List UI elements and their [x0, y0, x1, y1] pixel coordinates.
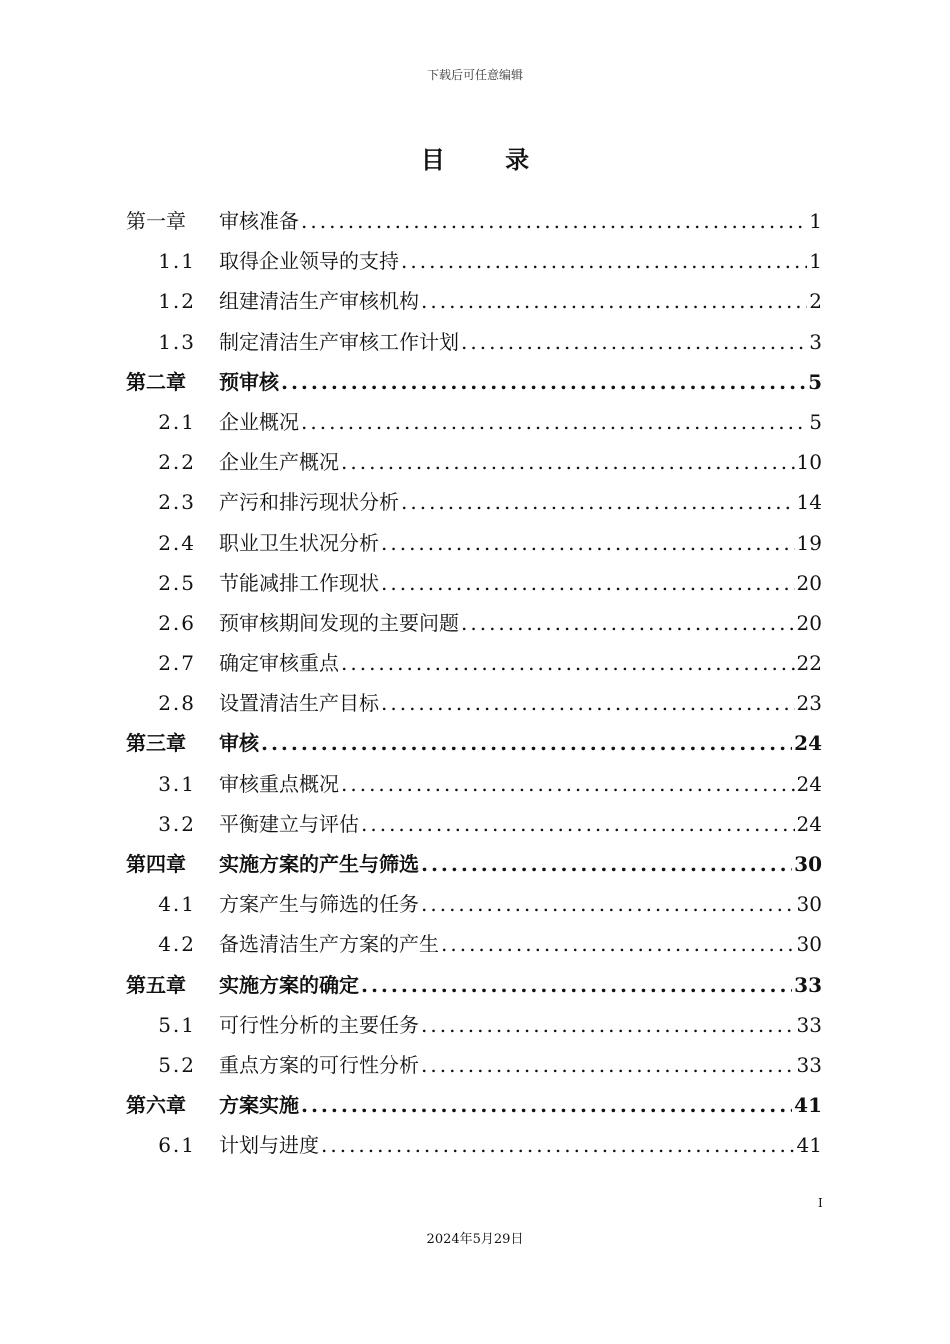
toc-leader-dots — [461, 322, 807, 362]
toc-entry-number: 第五章 — [126, 972, 186, 997]
toc-entry-number: 1.2 — [158, 289, 196, 314]
toc-entry-number: 4.1 — [158, 892, 196, 917]
page-footer-date: 2024年5月29日 — [426, 1232, 524, 1247]
toc-entry-number: 2.8 — [158, 691, 196, 716]
toc-entry-page: 30 — [796, 892, 822, 917]
toc-section-entry[interactable] — [126, 523, 822, 563]
toc-leader-dots — [401, 241, 807, 281]
toc-entry-title: 重点方案的可行性分析 — [219, 1052, 419, 1077]
toc-entry-title: 方案产生与筛选的任务 — [219, 892, 419, 917]
toc-entry-page: 23 — [796, 691, 822, 716]
toc-leader-dots — [461, 603, 795, 643]
toc-entry-page: 5 — [808, 369, 822, 394]
toc-entry-title: 制定清洁生产审核工作计划 — [219, 329, 459, 354]
toc-section-entry[interactable] — [126, 482, 822, 522]
toc-entry-number: 1.3 — [158, 329, 196, 354]
toc-entry-title: 企业生产概况 — [219, 450, 339, 475]
toc-entry-number: 3.2 — [158, 811, 196, 836]
toc-entry-number: 2.3 — [158, 490, 196, 515]
toc-entry-number: 6.1 — [158, 1133, 196, 1158]
toc-entry-number: 第二章 — [126, 369, 186, 394]
toc-entry-page: 22 — [796, 651, 822, 676]
toc-entry-number: 第一章 — [126, 209, 186, 233]
toc-section-entry[interactable] — [126, 241, 822, 281]
toc-section-entry[interactable] — [126, 683, 822, 723]
toc-entry-title: 计划与进度 — [219, 1133, 319, 1158]
page-header: 下载后可任意编辑 — [426, 68, 523, 82]
toc-entry-page: 10 — [796, 450, 822, 475]
toc-entry-page: 33 — [796, 1012, 822, 1037]
toc-section-entry[interactable] — [126, 1045, 822, 1085]
toc-entry-title: 备选清洁生产方案的产生 — [219, 932, 439, 957]
table-of-contents — [126, 201, 822, 1166]
toc-entry-title: 产污和排污现状分析 — [219, 490, 399, 515]
toc-title: 目 录 — [420, 145, 556, 174]
toc-section-entry[interactable] — [126, 563, 822, 603]
toc-entry-page: 24 — [794, 731, 822, 756]
toc-entry-page: 41 — [794, 1093, 822, 1118]
toc-entry-page: 1 — [809, 209, 822, 233]
toc-entry-title: 节能减排工作现状 — [219, 570, 379, 595]
toc-leader-dots — [381, 523, 795, 563]
toc-entry-number: 第六章 — [126, 1093, 186, 1118]
toc-leader-dots — [421, 1045, 795, 1085]
toc-section-entry[interactable] — [126, 281, 822, 321]
toc-entry-title: 方案实施 — [219, 1093, 299, 1118]
toc-chapter-entry[interactable] — [126, 965, 822, 1005]
toc-leader-dots — [361, 804, 795, 844]
toc-entry-title: 实施方案的确定 — [219, 972, 359, 997]
toc-entry-page: 41 — [796, 1133, 822, 1158]
toc-entry-number: 2.5 — [158, 570, 196, 595]
toc-entry-number: 第三章 — [126, 731, 186, 756]
toc-section-entry[interactable] — [126, 1125, 822, 1165]
toc-section-entry[interactable] — [126, 442, 822, 482]
toc-entry-title: 可行性分析的主要任务 — [219, 1012, 419, 1037]
toc-leader-dots — [301, 201, 807, 241]
toc-entry-title: 平衡建立与评估 — [219, 811, 359, 836]
toc-leader-dots — [301, 1085, 792, 1125]
toc-entry-title: 实施方案的产生与筛选 — [219, 852, 419, 876]
toc-entry-page: 5 — [809, 409, 822, 434]
toc-leader-dots — [381, 683, 795, 723]
toc-section-entry[interactable] — [126, 402, 822, 442]
toc-section-entry[interactable] — [126, 322, 822, 362]
toc-entry-title: 取得企业领导的支持 — [219, 249, 399, 274]
toc-entry-number: 5.2 — [158, 1052, 196, 1077]
toc-leader-dots — [401, 482, 795, 522]
toc-leader-dots — [421, 281, 807, 321]
toc-leader-dots — [301, 402, 807, 442]
toc-leader-dots — [261, 723, 792, 763]
toc-entry-number: 3.1 — [158, 771, 196, 796]
toc-leader-dots — [441, 924, 795, 964]
toc-section-entry[interactable] — [126, 603, 822, 643]
toc-entry-number: 5.1 — [158, 1012, 196, 1037]
toc-entry-number: 第四章 — [126, 852, 186, 876]
toc-section-entry[interactable] — [126, 884, 822, 924]
toc-chapter-entry[interactable] — [126, 201, 822, 241]
toc-leader-dots — [281, 362, 806, 402]
toc-leader-dots — [321, 1125, 795, 1165]
toc-entry-title: 设置清洁生产目标 — [219, 691, 379, 716]
toc-entry-title: 审核准备 — [219, 209, 299, 233]
toc-entry-title: 职业卫生状况分析 — [219, 530, 379, 555]
toc-leader-dots — [341, 643, 795, 683]
toc-leader-dots — [361, 965, 792, 1005]
toc-entry-number: 2.6 — [158, 610, 196, 635]
toc-section-entry[interactable] — [126, 764, 822, 804]
toc-entry-number: 2.1 — [158, 409, 196, 434]
toc-entry-page: 20 — [796, 570, 822, 595]
toc-entry-title: 组建清洁生产审核机构 — [219, 289, 419, 314]
toc-entry-title: 预审核期间发现的主要问题 — [219, 610, 459, 635]
toc-entry-page: 24 — [796, 811, 822, 836]
toc-entry-number: 2.4 — [158, 530, 196, 555]
toc-chapter-entry[interactable] — [126, 844, 822, 884]
toc-chapter-entry[interactable] — [126, 723, 822, 763]
toc-entry-number: 1.1 — [158, 249, 196, 274]
toc-entry-title: 确定审核重点 — [219, 651, 339, 676]
toc-entry-page: 30 — [796, 932, 822, 957]
toc-entry-page: 33 — [794, 972, 822, 997]
toc-entry-page: 19 — [796, 530, 822, 555]
page-number: I — [818, 1196, 823, 1210]
toc-section-entry[interactable] — [126, 804, 822, 844]
toc-entry-number: 2.7 — [158, 651, 196, 676]
toc-leader-dots — [341, 764, 795, 804]
toc-entry-title: 预审核 — [219, 369, 279, 394]
toc-chapter-entry[interactable] — [126, 1085, 822, 1125]
toc-leader-dots — [421, 844, 792, 884]
toc-entry-number: 2.2 — [158, 450, 196, 475]
toc-entry-number: 4.2 — [158, 932, 196, 957]
toc-section-entry[interactable] — [126, 643, 822, 683]
toc-entry-page: 2 — [809, 289, 822, 314]
toc-leader-dots — [421, 1005, 795, 1045]
toc-chapter-entry[interactable] — [126, 362, 822, 402]
toc-entry-page: 30 — [794, 852, 822, 876]
toc-entry-page: 33 — [796, 1052, 822, 1077]
toc-entry-page: 20 — [796, 610, 822, 635]
toc-entry-title: 企业概况 — [219, 409, 299, 434]
toc-entry-page: 14 — [796, 490, 822, 515]
toc-leader-dots — [341, 442, 795, 482]
toc-entry-title: 审核重点概况 — [219, 771, 339, 796]
toc-leader-dots — [421, 884, 795, 924]
toc-entry-page: 24 — [796, 771, 822, 796]
toc-leader-dots — [381, 563, 795, 603]
toc-entry-page: 3 — [809, 329, 822, 354]
toc-entry-page: 1 — [809, 249, 822, 274]
toc-entry-title: 审核 — [219, 731, 259, 756]
toc-section-entry[interactable] — [126, 924, 822, 964]
toc-section-entry[interactable] — [126, 1005, 822, 1045]
